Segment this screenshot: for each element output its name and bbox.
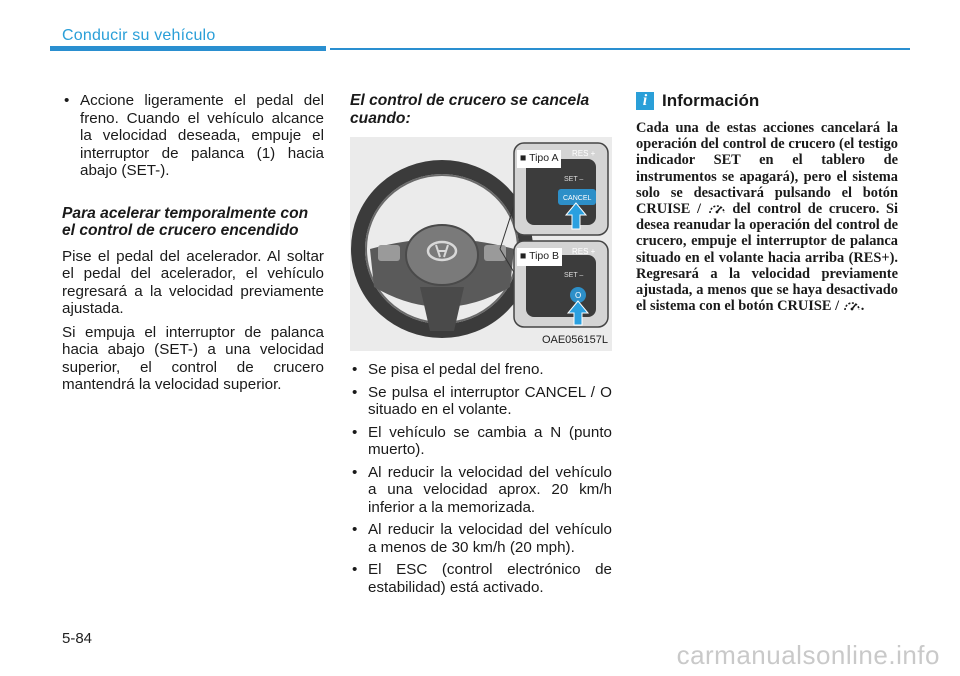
subheading-cancel: El control de crucero se cancela cuando: xyxy=(350,92,590,127)
set-minus-label: SET – xyxy=(564,272,584,279)
type-b-tag: ■ Tipo B xyxy=(517,248,562,266)
set-minus-label: SET – xyxy=(564,176,584,183)
o-button-label: O xyxy=(575,291,582,300)
info-text: . xyxy=(860,298,865,315)
header-rule-thin xyxy=(330,48,910,50)
figure-code: OAE056157L xyxy=(541,333,608,346)
bullet-item: • El vehículo se cambia a N (punto muerto). xyxy=(350,424,612,459)
bullet-item: • El ESC (control electrónico de estabilidad) está activado. xyxy=(350,561,612,596)
cancel-label: CANCEL xyxy=(563,195,592,202)
watermark: carmanualsonline.info xyxy=(676,640,940,670)
info-body xyxy=(636,120,898,314)
subheading-accelerate: Para acelerar temporalmente con el control de crucero encendido xyxy=(62,204,309,239)
res-plus-label: RES + xyxy=(572,247,596,256)
cruise-control-icon xyxy=(708,201,726,215)
column-right xyxy=(636,92,898,314)
bullet-item: • Accione ligeramente el pedal del freno. Cuando el vehículo alcance la velocidad deseada, empuje el interruptor de palanca (1) hacia abajo (SET-). xyxy=(62,92,324,180)
info-icon: i xyxy=(636,92,654,110)
info-header xyxy=(636,92,898,110)
bullet-item: • Al reducir la velocidad del vehículo a una velocidad aprox. 20 km/h inferior a la memorizada. xyxy=(350,464,612,517)
info-text: Cada una de estas acciones cancelará la operación del control de crucero (el testigo indicador SET en el tablero de instrumentos se apagará), pero el sistema solo se desactivará pulsando el botón CRUISE / xyxy=(636,120,898,218)
info-text: del control de crucero. Si desea reanudar la operación del control de crucero, empuje el interruptor de palanca situado en el volante hacia arriba (RES+). Regresará a la velocidad previamente ajustada, a menos que se haya desactivado el sistema con el botón CRUISE / xyxy=(636,201,898,315)
type-a-tag: ■ Tipo A xyxy=(517,150,561,168)
header-rule-thick xyxy=(50,46,326,51)
bullet-item: • Se pisa el pedal del freno. xyxy=(350,361,612,379)
paragraph: Si empuja el interruptor de palanca hacia abajo (SET-) a una velocidad superior, el control de crucero mantendrá la velocidad superior. xyxy=(62,323,324,393)
steering-wheel-illustration xyxy=(350,137,612,351)
section-header: Conducir su vehículo xyxy=(62,27,216,44)
bullet-item: • Al reducir la velocidad del vehículo a menos de 30 km/h (20 mph). xyxy=(350,521,612,556)
column-left xyxy=(62,92,324,400)
info-title: Información xyxy=(662,91,760,111)
paragraph: Pise el pedal del acelerador. Al soltar el pedal del acelerador, el vehículo regresará a la velocidad previamente ajustada. xyxy=(62,247,324,317)
res-plus-label: RES + xyxy=(572,149,596,158)
bullet-item: • Se pulsa el interruptor CANCEL / O situado en el volante. xyxy=(350,384,612,419)
cruise-control-icon xyxy=(843,298,861,312)
page-number: 5-84 xyxy=(62,630,93,647)
steering-wheel-figure xyxy=(350,137,612,351)
column-middle xyxy=(350,92,612,601)
